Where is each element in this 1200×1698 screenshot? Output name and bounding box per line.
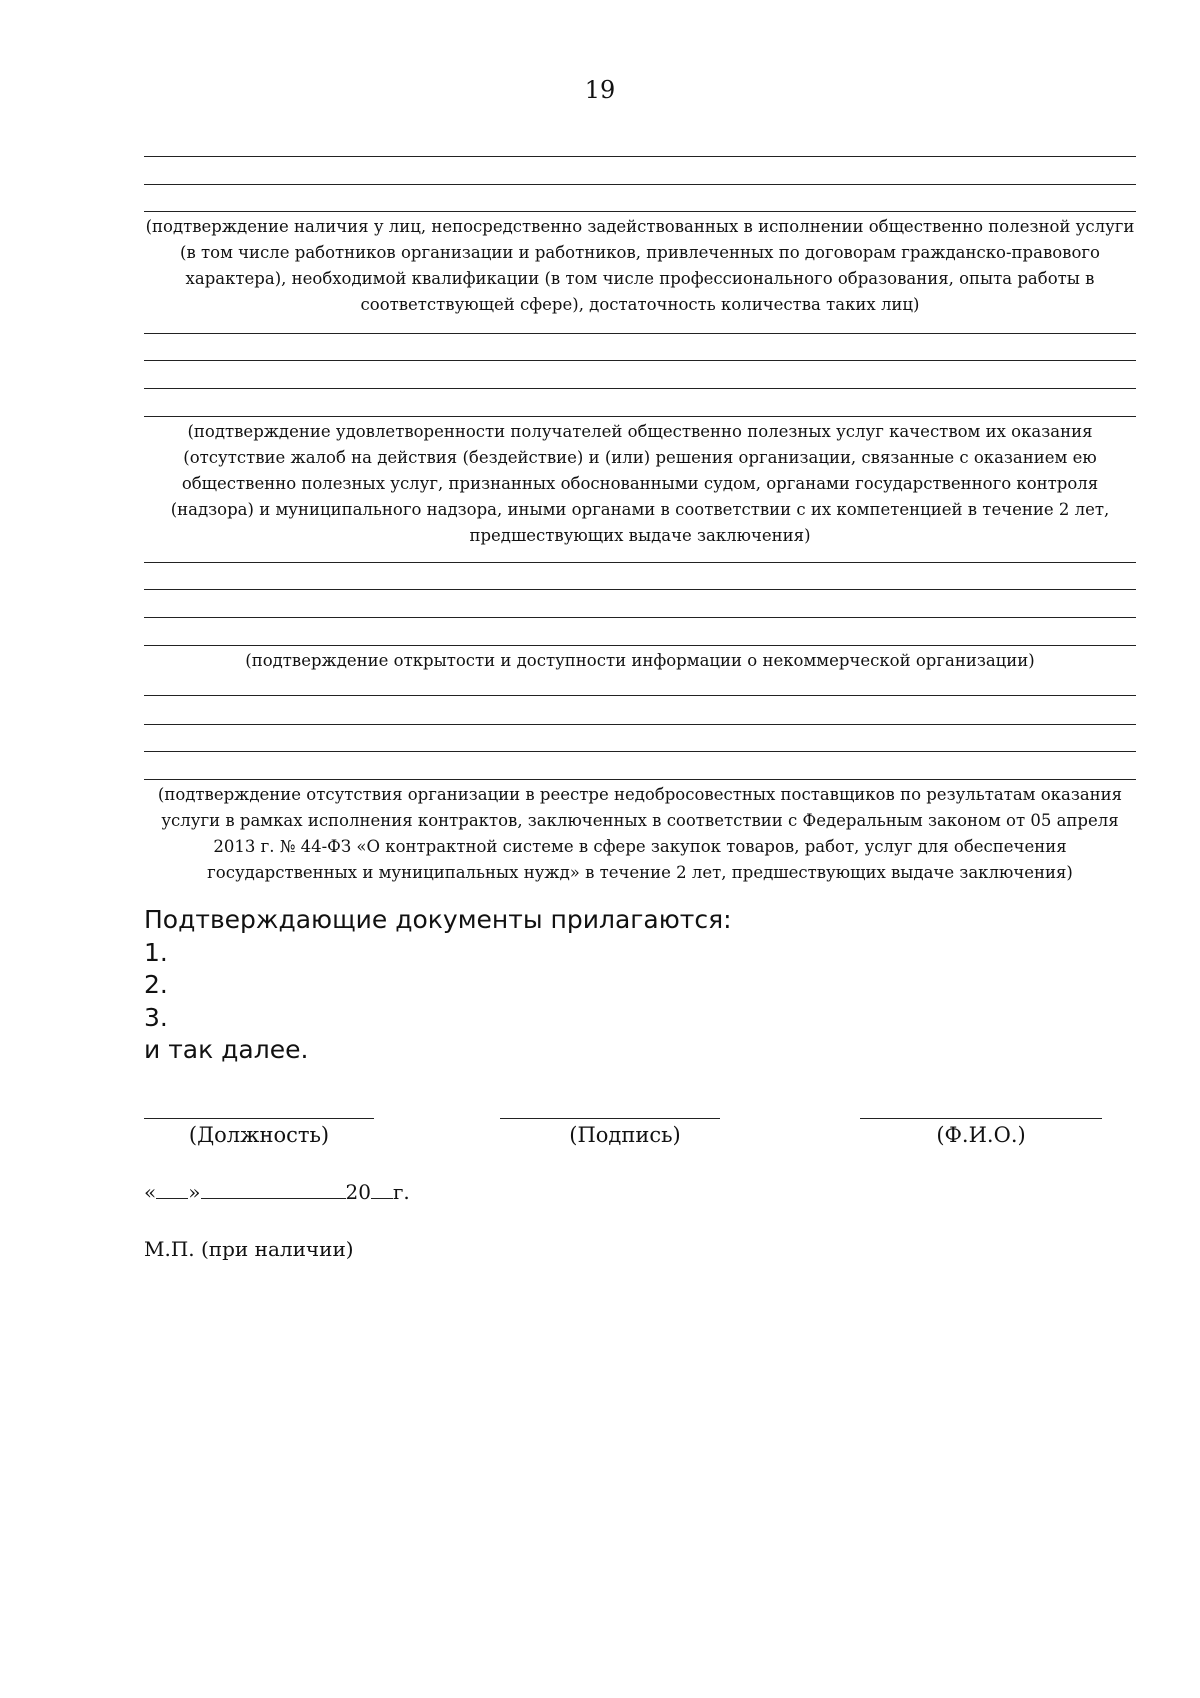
name-label: (Ф.И.О.) <box>936 1123 1026 1147</box>
caption-supplier-registry: (подтверждение отсутствия организации в реестре недобросовестных поставщиков по результатам оказания услуги в рамках исполнения контрактов, заключенных в соответствии с Федеральным законом от 05 апреля 2013 г. № 44-ФЗ «О контрактной системе в сфере закупок товаров, работ, услуг для обеспечения государственных и муниципальных нужд» в течение 2 лет, предшествующих выдаче заключения) <box>157 785 1123 882</box>
fill-line <box>144 388 1136 389</box>
year-suffix: г. <box>392 1180 410 1204</box>
page-number: 19 <box>584 76 616 104</box>
fill-line <box>144 779 1136 780</box>
attachments-block <box>144 904 1044 1067</box>
position-label: (Должность) <box>188 1123 330 1147</box>
fill-line <box>144 751 1136 752</box>
attachments-etc: и так далее. <box>144 1035 309 1064</box>
date-close-quote: » <box>188 1180 201 1204</box>
fill-line <box>144 695 1136 696</box>
attachment-item: 3. <box>144 1002 168 1032</box>
fill-line <box>144 211 1136 212</box>
stamp-note: М.П. (при наличии) <box>144 1237 354 1261</box>
caption-recipient-satisfaction: (подтверждение удовлетворенности получателей общественно полезных услуг качеством их оказания (отсутствие жалоб на действия (бездействие) и (или) решения организации, связанные с оказанием ею общественно полезных услуг, признанных обоснованными судом, органами государственного контроля (надзора) и муниципального надзора, иными органами в соответствии с их компетенцией в течение 2 лет, предшествующих выдаче заключения) <box>170 422 1110 545</box>
signature-line <box>500 1118 720 1119</box>
fill-line <box>144 645 1136 646</box>
signature-label: (Подпись) <box>569 1123 681 1147</box>
fill-line <box>144 360 1136 361</box>
caption-staff-qualification: (подтверждение наличия у лиц, непосредственно задействованных в исполнении общественно полезной услуги (в том числе работников организации и работников, привлеченных по договорам гражданско-правового характера), необходимой квалификации (в том числе профессионального образования, опыта работы в соответствующей сфере), достаточность количества таких лиц) <box>145 217 1135 314</box>
date-field <box>144 1180 410 1204</box>
position-line <box>144 1118 374 1119</box>
fill-line <box>144 333 1136 334</box>
fill-line <box>144 724 1136 725</box>
fill-line <box>144 184 1136 185</box>
day-blank <box>156 1180 188 1199</box>
fill-line <box>144 589 1136 590</box>
year-blank <box>371 1180 393 1199</box>
date-open-quote: « <box>144 1180 157 1204</box>
year-prefix: 20 <box>345 1180 371 1204</box>
name-line <box>860 1118 1102 1119</box>
caption-information-openness: (подтверждение открытости и доступности информации о некоммерческой организации) <box>245 651 1035 670</box>
fill-line <box>144 617 1136 618</box>
attachment-item: 1. <box>144 937 168 967</box>
fill-line <box>144 416 1136 417</box>
attachments-heading: Подтверждающие документы прилагаются: <box>144 905 732 934</box>
month-blank <box>201 1180 346 1199</box>
fill-line <box>144 156 1136 157</box>
attachment-item: 2. <box>144 970 168 999</box>
fill-line <box>144 562 1136 563</box>
